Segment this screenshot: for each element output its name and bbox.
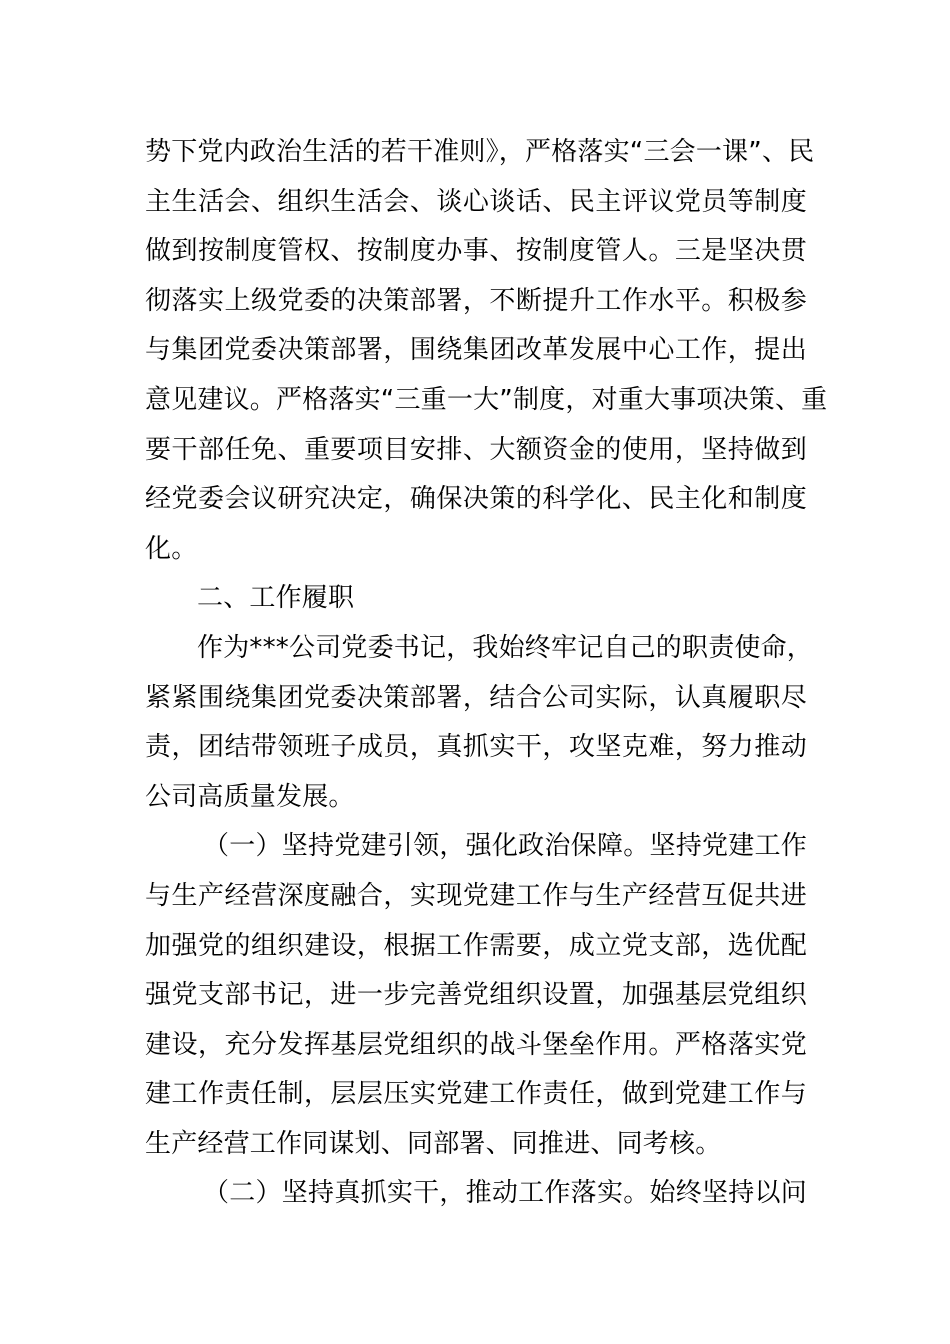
subsection-line: （二）坚持真抓实干，推动工作落实。始终坚持以问 xyxy=(203,1178,807,1209)
text-line: 经党委会议研究决定，确保决策的科学化、民主化和制度 xyxy=(145,484,807,515)
text-line: 主生活会、组织生活会、谈心谈话、民主评议党员等制度 xyxy=(145,186,807,217)
text-line: 建设，充分发挥基层党组织的战斗堡垒作用。严格落实党 xyxy=(145,1029,807,1060)
text-line: 要干部任免、重要项目安排、大额资金的使用，坚持做到 xyxy=(145,434,807,465)
text-line: 生产经营工作同谋划、同部署、同推进、同考核。 xyxy=(145,1128,722,1159)
text-line: 责，团结带领班子成员，真抓实干，攻坚克难，努力推动 xyxy=(145,732,807,763)
text-line: 意见建议。严格落实“三重一大”制度，对重大事项决策、重 xyxy=(145,384,828,415)
text-line: 化。 xyxy=(145,533,198,564)
text-line: 势下党内政治生活的若干准则》，严格落实“三会一课”、民 xyxy=(145,137,815,167)
text-line: 加强党的组织建设，根据工作需要，成立党支部，选优配 xyxy=(145,930,807,961)
text-line: 公司高质量发展。 xyxy=(145,781,355,812)
text-line: 彻落实上级党委的决策部署，不断提升工作水平。积极参 xyxy=(145,285,807,316)
text-line: 做到按制度管权、按制度办事、按制度管人。三是坚决贯 xyxy=(145,236,807,267)
text-line: 紧紧围绕集团党委决策部署，结合公司实际，认真履职尽 xyxy=(145,682,807,713)
text-line: 与集团党委决策部署，围绕集团改革发展中心工作，提出 xyxy=(145,335,807,366)
text-line: 与生产经营深度融合，实现党建工作与生产经营互促共进 xyxy=(145,880,807,911)
document-body xyxy=(145,128,828,1219)
text-line: 强党支部书记，进一步完善党组织设置，加强基层党组织 xyxy=(145,980,807,1011)
subsection-line: （一）坚持党建引领，强化政治保障。坚持党建工作 xyxy=(203,831,807,862)
section-heading: 二、工作履职 xyxy=(197,583,355,614)
text-line: 作为***公司党委书记，我始终牢记自己的职责使命， xyxy=(197,632,814,663)
text-line: 建工作责任制，层层压实党建工作责任，做到党建工作与 xyxy=(145,1079,807,1110)
